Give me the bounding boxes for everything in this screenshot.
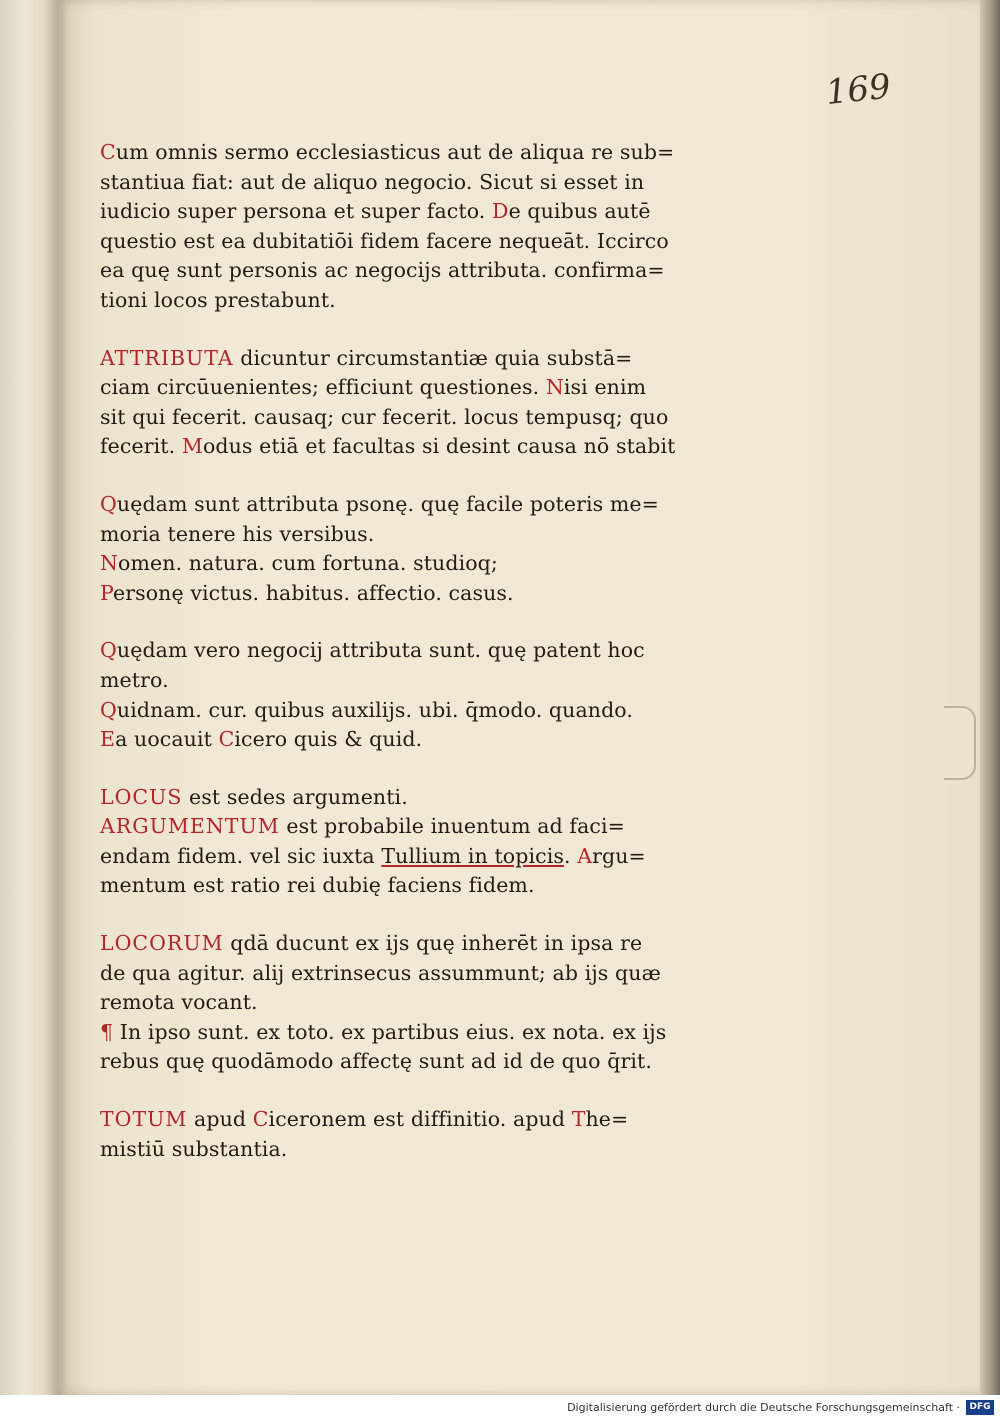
text-line [100,988,770,1018]
text-line [100,1018,770,1048]
rubricated-initial: M [181,434,203,459]
line-text: stantiua fiat: aut de aliquo negocio. Sicut si esset in [100,169,645,194]
text-line [100,1135,770,1165]
rubricated-initial: C [100,140,116,164]
line-text: uędam vero negocij attributa sunt. quę patent hoc [116,638,645,663]
rubricated-initial: LOCUS [100,784,183,809]
text-line [100,666,770,696]
text-line [100,871,770,901]
line-text: e quibus autē [508,199,651,224]
rubricated-initial: Q [100,491,117,516]
line-text: rgu= [592,843,646,868]
text-line [100,579,770,609]
rubricated-initial: ¶ [100,1019,114,1044]
line-text: icero quis & quid. [234,727,423,752]
line-text: moria tenere his versibus. [100,521,375,546]
line-text: qdā ducunt ex ijs quę inherēt in ipsa re [223,931,643,956]
text-line [100,138,770,168]
text-line [100,812,770,842]
line-text: dicuntur circumstantiæ quia substā= [233,345,633,370]
rubricated-initial: A [577,843,593,868]
paragraph [100,138,770,316]
rubricated-initial: P [100,580,113,605]
line-text: odus etiā et facultas si desint causa nō stabit [202,434,676,459]
text-line [100,168,770,198]
line-text: mistiū substantia. [100,1136,288,1161]
text-line [100,344,770,374]
line-text: endam fidem. vel sic iuxta [100,843,382,868]
dfg-logo: DFG [966,1400,994,1415]
footer-bar [0,1395,1000,1421]
line-text: est sedes argumenti. [182,784,408,809]
line-text: ea quę sunt personis ac negocijs attributa. confirma= [100,258,665,283]
line-text: apud [187,1107,253,1132]
line-text: mentum est ratio rei dubię faciens fidem. [100,873,535,898]
line-text: remota vocant. [100,990,258,1015]
paragraph [100,636,770,754]
paragraph [100,1105,770,1164]
line-text: omen. natura. cum fortuna. studioq; [118,551,498,576]
line-text: . [563,843,578,868]
text-line [100,725,770,755]
rubricated-initial: T [571,1107,586,1132]
paragraph [100,344,770,462]
line-text: questio est ea dubitatiōi fidem facere nequeāt. Iccirco [100,228,669,253]
underlined-phrase: Tullium in topicis [381,843,564,868]
text-line [100,520,770,550]
rubricated-initial: LOCORUM [100,931,224,956]
paragraph [100,929,770,1077]
text-line [100,929,770,959]
paragraph [100,490,770,608]
page-stack-edge [980,0,1000,1395]
rubricated-initial: Q [100,638,117,663]
folio-number: 169 [823,66,893,114]
text-line [100,403,770,433]
line-text: sit qui fecerit. causaq; cur fecerit. locus tempusq; quo [100,404,669,429]
text-line [100,636,770,666]
rubricated-initial: N [545,375,564,400]
line-text: iceronem est diffinitio. apud [268,1107,572,1132]
line-text: ersonę victus. habitus. affectio. casus. [112,580,514,605]
line-text: uidnam. cur. quibus auxilijs. ubi. q̄modo. quando. [116,697,634,722]
text-line [100,842,770,872]
rubricated-initial: C [218,727,235,752]
body-text [100,138,770,1164]
text-line [100,783,770,813]
rubricated-initial: ATTRIBUTA [100,345,234,370]
rubricated-initial: N [100,551,119,576]
line-text: ciam circūuenientes; efficiunt questiones. [100,375,546,400]
text-line [100,373,770,403]
rubricated-initial: Q [100,697,117,722]
line-text: de qua agitur. alij extrinsecus assummunt; ab ijs quæ [100,960,661,985]
text-line [100,490,770,520]
text-line [100,549,770,579]
line-text: est probabile inuentum ad faci= [279,814,625,839]
line-text: he= [585,1107,629,1132]
rubricated-initial: TOTUM [100,1107,188,1132]
rubricated-initial: C [252,1107,269,1132]
footer-credit: Digitalisierung gefördert durch die Deutsche Forschungsgemeinschaft · [567,1401,960,1414]
text-line [100,286,770,316]
text-line [100,959,770,989]
facing-page-edge [0,0,58,1395]
line-text: In ipso sunt. ex toto. ex partibus eius. ex nota. ex ijs [113,1019,667,1044]
line-text: metro. [100,667,169,692]
line-text: uędam sunt attributa psonę. quę facile poteris me= [116,491,659,516]
text-line [100,197,770,227]
line-text: tioni locos prestabunt. [100,287,336,312]
line-text: isi enim [563,375,647,400]
rubricated-initial: E [100,727,116,752]
line-text: um omnis sermo ecclesiasticus aut de aliqua re sub= [115,140,675,164]
paragraph [100,783,770,901]
text-line [100,1105,770,1135]
line-text: a uocauit [115,727,219,752]
line-text: fecerit. [100,434,182,459]
page-tab-marker [944,706,976,780]
line-text: iudicio super persona et super facto. [100,199,493,224]
text-line [100,696,770,726]
rubricated-initial: ARGUMENTUM [100,814,280,839]
text-line [100,256,770,286]
text-line [100,1047,770,1077]
text-line [100,432,770,462]
rubricated-initial: D [492,199,509,224]
text-line [100,227,770,257]
line-text: rebus quę quodāmodo affectę sunt ad id de quo q̄rit. [100,1049,652,1074]
